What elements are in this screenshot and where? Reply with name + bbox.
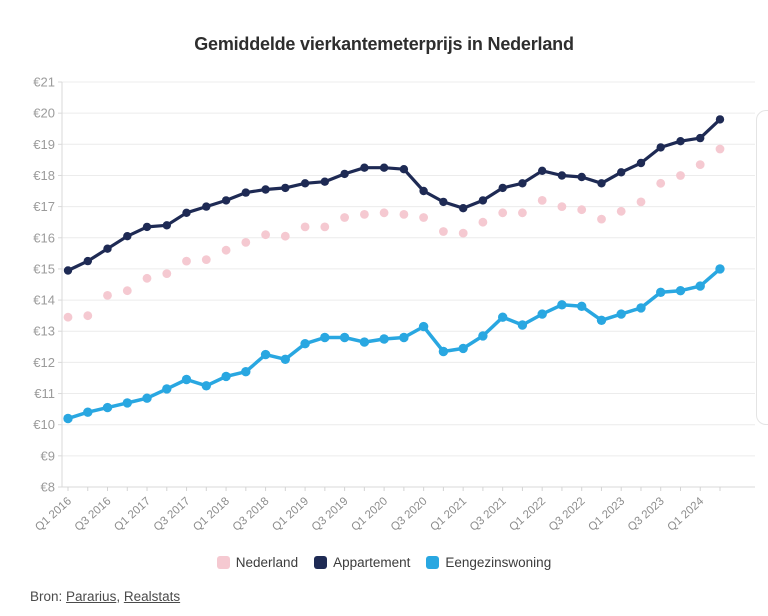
data-point — [163, 221, 171, 229]
data-point — [716, 115, 724, 123]
data-point — [64, 313, 73, 322]
y-tick-label: €20 — [33, 105, 55, 121]
data-point — [182, 375, 191, 384]
x-tick-label: Q1 2018 — [191, 495, 233, 534]
x-tick-label: Q1 2017 — [112, 495, 154, 534]
data-point — [261, 350, 270, 359]
data-point — [676, 286, 685, 295]
data-point — [637, 159, 645, 167]
data-point — [300, 339, 309, 348]
x-tick-label: Q3 2016 — [72, 495, 114, 534]
x-tick-label: Q3 2022 — [546, 495, 588, 534]
series-appartement — [64, 115, 724, 274]
series-line — [68, 269, 720, 419]
y-tick-label: €16 — [33, 230, 55, 246]
data-point — [479, 218, 488, 227]
data-point — [479, 196, 487, 204]
data-point — [142, 394, 151, 403]
data-point — [439, 227, 448, 236]
data-point — [597, 215, 606, 224]
data-point — [321, 178, 329, 186]
y-tick-label: €15 — [33, 261, 55, 277]
y-tick-label: €21 — [33, 74, 55, 90]
x-tick-label: Q3 2020 — [388, 495, 430, 534]
x-tick-label: Q3 2018 — [230, 495, 272, 534]
data-point — [64, 266, 72, 274]
x-axis-ticks — [68, 487, 720, 491]
legend-item-nederland[interactable] — [217, 555, 298, 570]
x-tick-label: Q1 2024 — [665, 495, 707, 534]
data-point — [499, 184, 507, 192]
data-point — [715, 264, 724, 273]
data-point — [696, 134, 704, 142]
source-line — [30, 589, 180, 604]
data-point — [222, 196, 230, 204]
data-point — [419, 213, 428, 222]
data-point — [459, 344, 468, 353]
data-point — [577, 205, 586, 214]
x-axis-labels — [33, 495, 707, 534]
appartement-swatch-icon — [314, 556, 327, 569]
source-label: Bron: — [30, 589, 63, 604]
data-point — [63, 414, 72, 423]
data-point — [439, 347, 448, 356]
y-tick-label: €19 — [33, 136, 55, 152]
data-point — [241, 238, 250, 247]
data-point — [242, 188, 250, 196]
data-point — [83, 408, 92, 417]
data-point — [261, 230, 270, 239]
data-point — [340, 170, 348, 178]
data-point — [538, 167, 546, 175]
data-point — [419, 187, 427, 195]
y-tick-label: €18 — [33, 167, 55, 183]
data-point — [656, 288, 665, 297]
y-tick-label: €14 — [33, 292, 55, 308]
x-tick-label: Q1 2016 — [33, 495, 75, 534]
source-separator: , — [116, 589, 124, 604]
chart-title: Gemiddelde vierkantemeterprijs in Nederland — [194, 34, 574, 54]
data-point — [202, 255, 211, 264]
data-point — [657, 143, 665, 151]
data-point — [400, 165, 408, 173]
data-point — [202, 202, 210, 210]
data-point — [696, 160, 705, 169]
y-axis-labels — [33, 75, 55, 495]
data-point — [182, 209, 190, 217]
x-tick-label: Q1 2023 — [586, 495, 628, 534]
legend-label-eengezinswoning: Eengezinswoning — [445, 555, 552, 570]
data-point — [340, 333, 349, 342]
data-point — [340, 213, 349, 222]
data-point — [538, 196, 547, 205]
y-tick-label: €10 — [33, 417, 55, 433]
data-point — [656, 179, 665, 188]
data-point — [360, 210, 369, 219]
series-eengezinswoning — [63, 264, 724, 423]
y-gridlines — [58, 82, 755, 487]
y-tick-label: €13 — [33, 323, 55, 339]
data-point — [221, 372, 230, 381]
data-point — [380, 164, 388, 172]
x-tick-label: Q3 2019 — [309, 495, 351, 534]
data-point — [498, 208, 507, 217]
data-point — [123, 286, 132, 295]
data-point — [716, 145, 725, 154]
y-tick-label: €11 — [34, 386, 55, 402]
data-point — [162, 269, 171, 278]
chart-legend — [0, 555, 768, 570]
data-point — [143, 223, 151, 231]
data-point — [360, 164, 368, 172]
data-point — [577, 302, 586, 311]
data-point — [103, 291, 112, 300]
data-point — [637, 198, 646, 207]
data-point — [459, 204, 467, 212]
data-point — [558, 171, 566, 179]
data-point — [202, 381, 211, 390]
data-point — [103, 403, 112, 412]
x-tick-label: Q1 2020 — [349, 495, 391, 534]
data-point — [459, 229, 468, 238]
data-point — [123, 398, 132, 407]
data-point — [143, 274, 152, 283]
data-point — [538, 309, 547, 318]
data-point — [439, 198, 447, 206]
data-point — [380, 208, 389, 217]
source-link-realstats[interactable]: Realstats — [123, 589, 181, 604]
data-point — [162, 384, 171, 393]
data-point — [617, 207, 626, 216]
data-point — [281, 355, 290, 364]
data-point — [557, 300, 566, 309]
data-point — [400, 210, 409, 219]
data-point — [281, 184, 289, 192]
data-point — [261, 185, 269, 193]
data-point — [617, 168, 625, 176]
source-link-pararius[interactable]: Pararius — [66, 589, 117, 604]
legend-label-appartement: Appartement — [333, 555, 411, 570]
data-point — [558, 202, 567, 211]
data-point — [578, 173, 586, 181]
data-point — [360, 337, 369, 346]
data-point — [676, 137, 684, 145]
x-tick-label: Q1 2021 — [428, 495, 470, 534]
data-point — [241, 367, 250, 376]
data-point — [83, 311, 92, 320]
eengezinswoning-swatch-icon — [426, 556, 439, 569]
y-tick-label: €17 — [33, 199, 55, 215]
data-point — [478, 331, 487, 340]
legend-item-eengezinswoning[interactable] — [426, 555, 551, 570]
x-tick-label: Q3 2023 — [625, 495, 667, 534]
data-point — [320, 333, 329, 342]
x-tick-label: Q3 2017 — [151, 495, 193, 534]
data-point — [320, 223, 329, 232]
data-point — [301, 223, 310, 232]
data-point — [103, 245, 111, 253]
legend-item-appartement[interactable] — [314, 555, 410, 570]
data-point — [676, 171, 685, 180]
data-point — [518, 208, 527, 217]
data-point — [301, 179, 309, 187]
data-point — [597, 316, 606, 325]
data-point — [617, 309, 626, 318]
data-point — [281, 232, 290, 241]
legend-label-nederland: Nederland — [235, 555, 299, 570]
adjacent-card-edge — [756, 110, 768, 425]
data-point — [399, 333, 408, 342]
series-line — [68, 119, 720, 270]
data-point — [498, 313, 507, 322]
data-point — [123, 232, 131, 240]
data-point — [696, 281, 705, 290]
data-point — [597, 179, 605, 187]
nederland-swatch-icon — [217, 556, 230, 569]
data-point — [419, 322, 428, 331]
data-point — [222, 246, 231, 255]
x-tick-label: Q1 2022 — [507, 495, 549, 534]
data-point — [518, 320, 527, 329]
data-point — [636, 303, 645, 312]
y-tick-label: €12 — [33, 354, 55, 370]
x-tick-label: Q1 2019 — [270, 495, 312, 534]
data-point — [182, 257, 191, 266]
data-point — [379, 334, 388, 343]
y-tick-label: €8 — [40, 479, 55, 495]
x-tick-label: Q3 2021 — [467, 495, 509, 534]
data-point — [84, 257, 92, 265]
data-point — [518, 179, 526, 187]
y-tick-label: €9 — [40, 448, 55, 464]
